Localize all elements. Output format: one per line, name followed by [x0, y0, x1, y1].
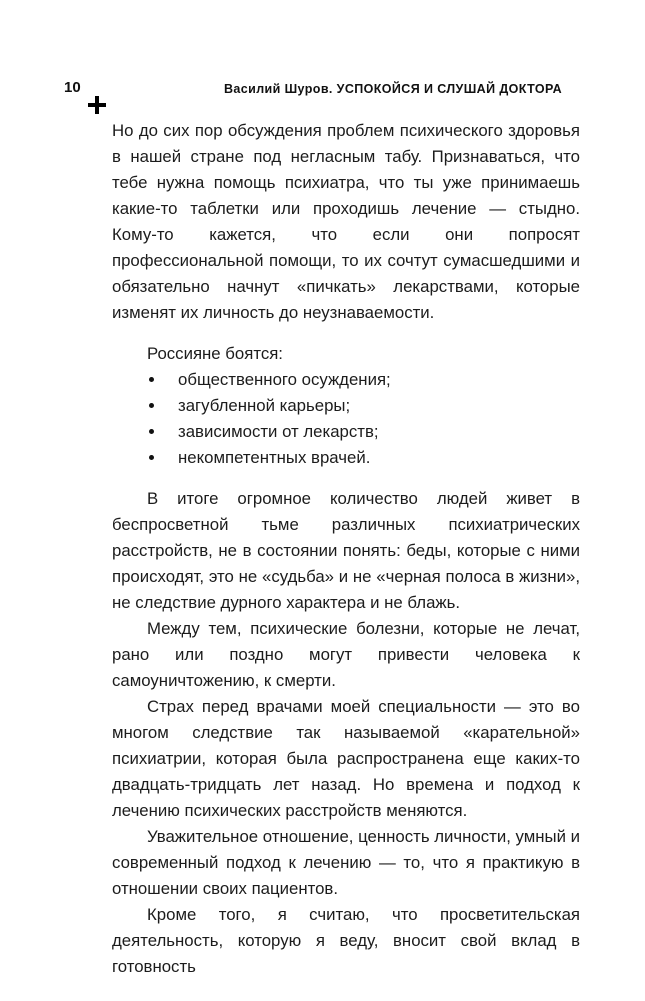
bullet-icon	[149, 403, 154, 408]
bullet-text: загубленной карьеры;	[178, 396, 351, 415]
bullet-text: зависимости от лекарств;	[178, 422, 379, 441]
opening-paragraph: Но до сих пор обсуждения проблем психического здоровья в нашей стране под негласным табу. Признаваться, что тебе нужна помощь психиатра, что ты уже принимаешь какие-то таблетки или проходишь лечение — стыдно. Кому-то кажется, что если они попросят профессиональной помощи, то их сочтут сумасшедшими и обязательно начнут «пичкать» лекарствами, которые изменят их личность до неузнаваемости.	[112, 121, 580, 322]
paragraph: Страх перед врачами моей специальности — это во многом следствие так называемой «карательной» психиатрии, которая была распространена еще каких-то двадцать-тридцать лет назад. Но времена и подход к лечению психических расстройств меняются.	[112, 697, 580, 820]
paragraph: Кроме того, я считаю, что просветительская деятельность, которую я веду, вносит свой вклад в готовность	[112, 905, 580, 976]
bullet-item	[112, 367, 580, 393]
bullet-icon	[149, 429, 154, 434]
paragraph: Между тем, психические болезни, которые не лечат, рано или поздно могут привести человека к самоуничтожению, к смерти.	[112, 619, 580, 690]
paragraph: Уважительное отношение, ценность личности, умный и современный подход к лечению — то, что я практикую в отношении своих пациентов.	[112, 827, 580, 898]
bullet-item	[112, 393, 580, 419]
bullet-item	[112, 445, 580, 471]
bullet-text: общественного осуждения;	[178, 370, 391, 389]
bullet-text: некомпетентных врачей.	[178, 448, 371, 467]
bullet-icon	[149, 455, 154, 460]
bullet-item	[112, 419, 580, 445]
bullet-icon	[149, 377, 154, 382]
page-number: 10	[64, 79, 81, 96]
plus-mark-horizontal-bar	[88, 103, 106, 107]
plus-print-mark-icon	[88, 96, 106, 114]
bullet-list	[112, 367, 580, 471]
list-intro: Россияне боятся:	[147, 344, 283, 363]
page-body	[112, 118, 580, 980]
running-header: Василий Шуров. УСПОКОЙСЯ И СЛУШАЙ ДОКТОРА	[224, 82, 563, 96]
paragraph: В итоге огромное количество людей живет в беспросветной тьме различных психиатрических расстройств, не в состоянии понять: беды, которые с ними происходят, это не «судьба» и не «черная полоса в жизни», не следствие дурного характера и не блажь.	[112, 489, 580, 612]
